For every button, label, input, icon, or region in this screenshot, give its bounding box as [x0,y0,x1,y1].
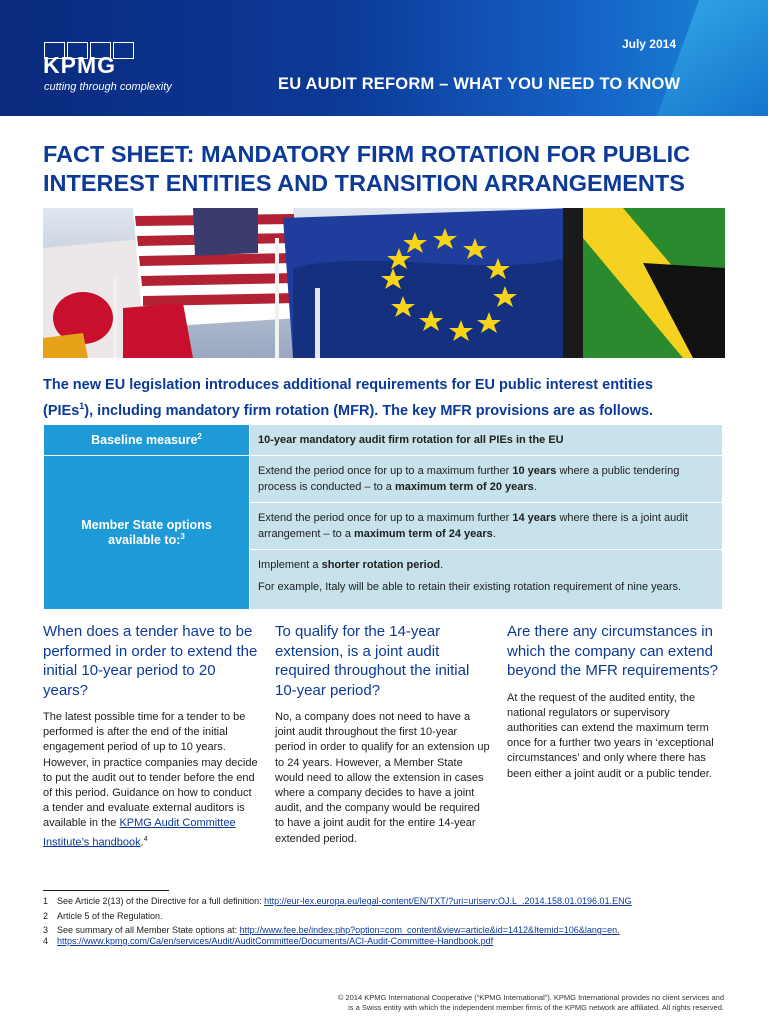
qa-heading-tender: When does a tender have to be performed in order to extend the initial 10-year period to 20 years? [43,623,258,699]
header-banner [0,0,768,116]
baseline-measure-label: Baseline measure$^2$ [44,425,250,456]
footnote-4-link[interactable]: https://www.kpmg.com/Ca/en/services/Audit/AuditCommittee/Documents/ACI-Audit-Committee-Handbook.pdf [57,936,494,946]
qa-answer-tender: The latest possible time for a tender to be performed is after the end of the initial engagement period of up to 10 years. However, in practice companies may decide to put the audit out to tender before the end of this period. Guidance on how to conduct a tender and evaluate external auditors is available in the KPMG Audit Committee Institute’s handbook.$^4$ [43,711,258,849]
baseline-measure-text: 10-year mandatory audit firm rotation for all PIEs in the EU [250,425,723,456]
intro-line-1: The new EU legislation introduces additional requirements for EU public interest entities [43,377,653,393]
mfr-provisions-table [43,424,723,610]
page-title [43,140,743,198]
footnote-3: 3 See summary of all Member State options at: http://www.fee.be/index.php?option=com_content&view=article&id=1412&Itemid=106&lang=en. [43,925,620,935]
footnote-ref-1: 1 [79,401,85,411]
intro-paragraph [43,375,733,422]
member-state-options-label: Member State options available to:$^3$ [44,456,250,610]
footnote-ref-4: 4 [143,835,148,843]
copyright-notice: © 2014 KPMG International Cooperative (“KPMG International”). KPMG International provides no client services and is a Swiss entity with which the independent member firms of the KPMG network are affiliated. All rights reserved. [337,993,724,1012]
flags-illustration [43,208,725,358]
aci-handbook-link[interactable]: KPMG Audit Committee Institute’s handbook [43,817,236,849]
qa-answer-circumstances: At the request of the audited entity, the national regulators or supervisory authorities can extend the maximum term once for a further two years in ‘exceptional circumstances’ and only where there has been either a joint audit or a public tender. [507,691,714,780]
kpmg-logo: KPMG [43,52,116,78]
publication-date: July 2014 [621,37,676,51]
qa-column-2 [275,622,490,847]
qa-heading-circumstances: Are there any circumstances in which the company can extend beyond the MFR requirements? [507,623,718,679]
intro-line-2: (PIEs$^1$), including mandatory firm rotation (MFR). The key MFR provisions are as follows. [43,401,654,419]
table-row-baseline [44,425,723,456]
logo-tagline: cutting through complexity [44,81,172,93]
footnote-3-link[interactable]: http://www.fee.be/index.php?option=com_content&view=article&id=1412&Itemid=106&lang=en. [239,925,620,935]
option-tender-extension: Extend the period once for up to a maximum further 10 years where a public tendering process is conducted – to a maximum term of 20 years. [250,456,723,503]
header-title: EU AUDIT REFORM – WHAT YOU NEED TO KNOW [278,75,681,93]
page-title-line-2: INTEREST ENTITIES AND TRANSITION ARRANGEMENTS [43,170,685,196]
italy-example: For example, Italy will be able to retain their existing rotation requirement of nine years. [258,581,682,593]
qa-answer-joint-audit: No, a company does not need to have a joint audit throughout the first 10-year period in order to qualify for an extension up to 24 years. However, a Member State would need to allow the extension in cases where a company decides to have a joint audit, and the company would be required to have a joint audit for the entire 14-year extended period. [275,711,490,845]
footnote-1-link[interactable]: http://eur-lex.europa.eu/legal-content/EN/TXT/?uri=uriserv:OJ.L_.2014.158.01.0196.01.ENG [264,896,632,906]
option-joint-audit-extension: Extend the period once for up to a maximum further 14 years where there is a joint audit arrangement – to a maximum term of 24 years. [250,503,723,550]
qa-column-3 [507,622,722,782]
footnote-1: 1 See Article 2(13) of the Directive for a full definition: http://eur-lex.europa.eu/legal-content/EN/TXT/?uri=uriserv:OJ.L_.2014.158.01.0196.01.ENG [43,896,632,906]
qa-heading-joint-audit: To qualify for the 14-year extension, is a joint audit required throughout the initial 10-year period? [275,623,470,699]
footnote-4: 4 https://www.kpmg.com/Ca/en/services/Audit/AuditCommittee/Documents/ACI-Audit-Committee-Handbook.pdf [43,936,494,946]
option-shorter-period: Implement a shorter rotation period. For example, Italy will be able to retain their existing rotation requirement of nine years. [250,550,723,610]
page-title-line-1: FACT SHEET: MANDATORY FIRM ROTATION FOR PUBLIC [43,141,691,167]
footnote-divider [43,890,169,891]
table-row-option-1 [44,456,723,503]
flags-photo [43,208,725,358]
footnote-2: 2 Article 5 of the Regulation. [43,911,163,921]
qa-column-1 [43,622,258,850]
header-fold-decoration [657,0,768,116]
